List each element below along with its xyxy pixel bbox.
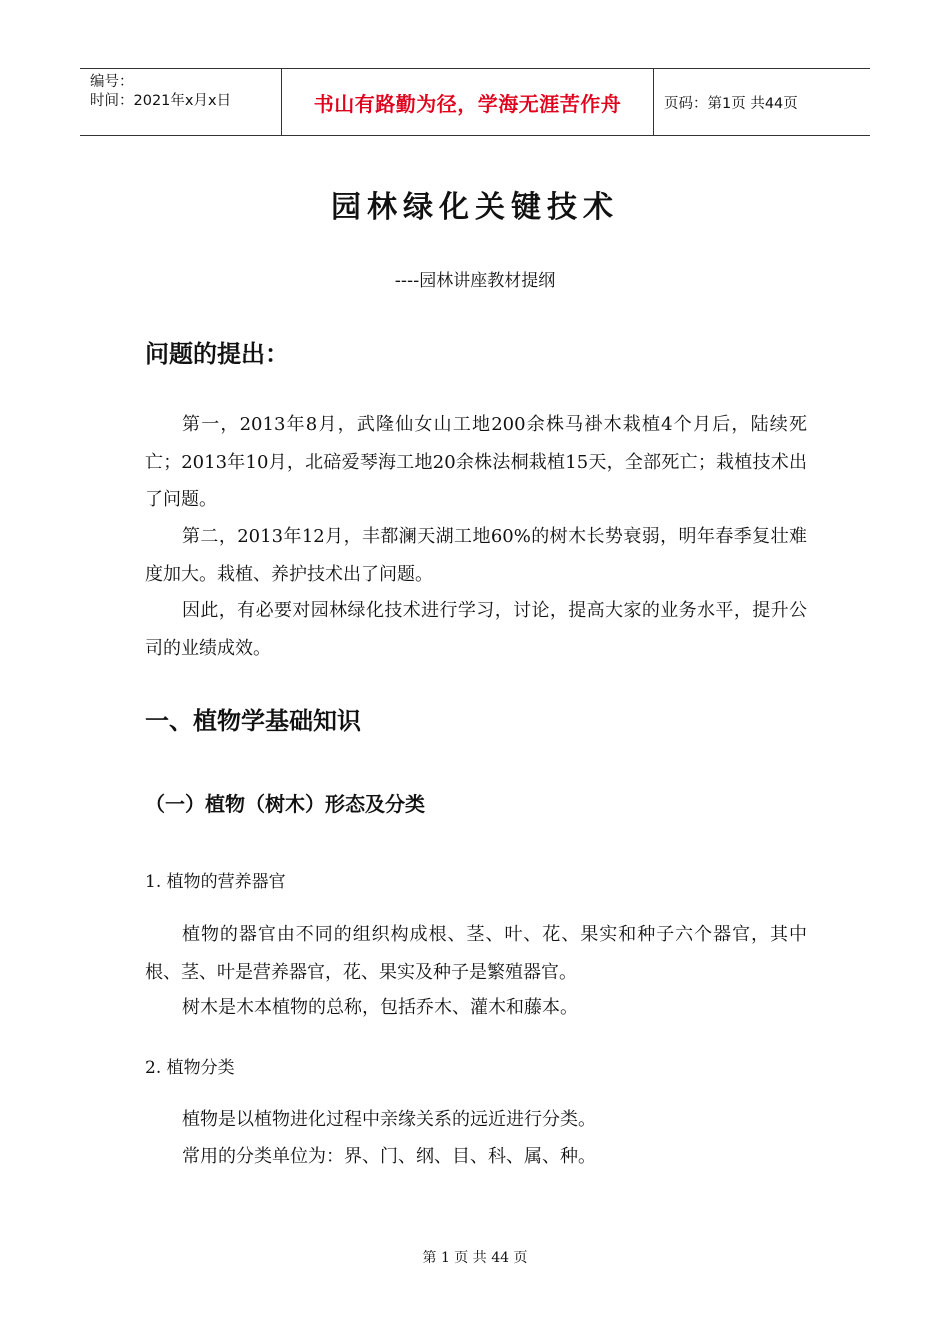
- motto-text: 书山有路勤为径，学海无涯苦作舟: [313, 91, 622, 116]
- section-1-1-1-paragraph-2: 树木是木本植物的总称，包括乔木、灌木和藤本。: [182, 997, 578, 1018]
- intro-heading: 问题的提出：: [145, 340, 289, 368]
- section-1-1-1-paragraph-1: 植物的器官由不同的组织构成根、茎、叶、花、果实和种子六个器官，其中根、茎、叶是营养器官，花、果实及种子是繁殖器官。: [145, 924, 807, 983]
- intro-paragraph-3: 因此，有必要对园林绿化技术进行学习，讨论，提高大家的业务水平，提升公司的业绩成效。: [145, 600, 807, 659]
- section-1-1-2-paragraph-2: 常用的分类单位为：界、门、纲、目、科、属、种。: [182, 1146, 596, 1167]
- intro-paragraph-1: 第一，2013年8月，武隆仙女山工地200余株马褂木栽植4个月后，陆续死亡；2013年10月，北碚爱琴海工地20余株法桐栽植15天，全部死亡；栽植技术出了问题。: [145, 414, 807, 510]
- section-1-heading: 一、植物学基础知识: [145, 707, 361, 735]
- document-subtitle: ----园林讲座教材提纲: [394, 271, 556, 291]
- section-1-1-2-heading: 2. 植物分类: [145, 1058, 235, 1078]
- section-1-1-2-paragraph-1: 植物是以植物进化过程中亲缘关系的远近进行分类。: [182, 1109, 596, 1130]
- header-left-cell: [80, 69, 281, 135]
- page-footer: 第 1 页 共 44 页: [422, 1250, 528, 1266]
- document-title: 园林绿化关键技术: [331, 190, 619, 225]
- intro-paragraph-2: 第二，2013年12月，丰都澜天湖工地60%的树木长势衰弱，明年春季复壮难度加大。栽植、养护技术出了问题。: [145, 526, 807, 585]
- number-label: 编号：: [90, 74, 134, 90]
- section-1-1-1-heading: 1. 植物的营养器官: [145, 872, 286, 892]
- header-motto-cell: [281, 69, 654, 135]
- header-table: [80, 68, 870, 136]
- header-page-cell: [654, 69, 870, 135]
- page-label: 页码：第1页 共44页: [664, 95, 798, 112]
- section-1-1-heading: （一）植物（树木）形态及分类: [145, 792, 425, 816]
- date-label: 时间：2021年x月x日: [90, 93, 232, 109]
